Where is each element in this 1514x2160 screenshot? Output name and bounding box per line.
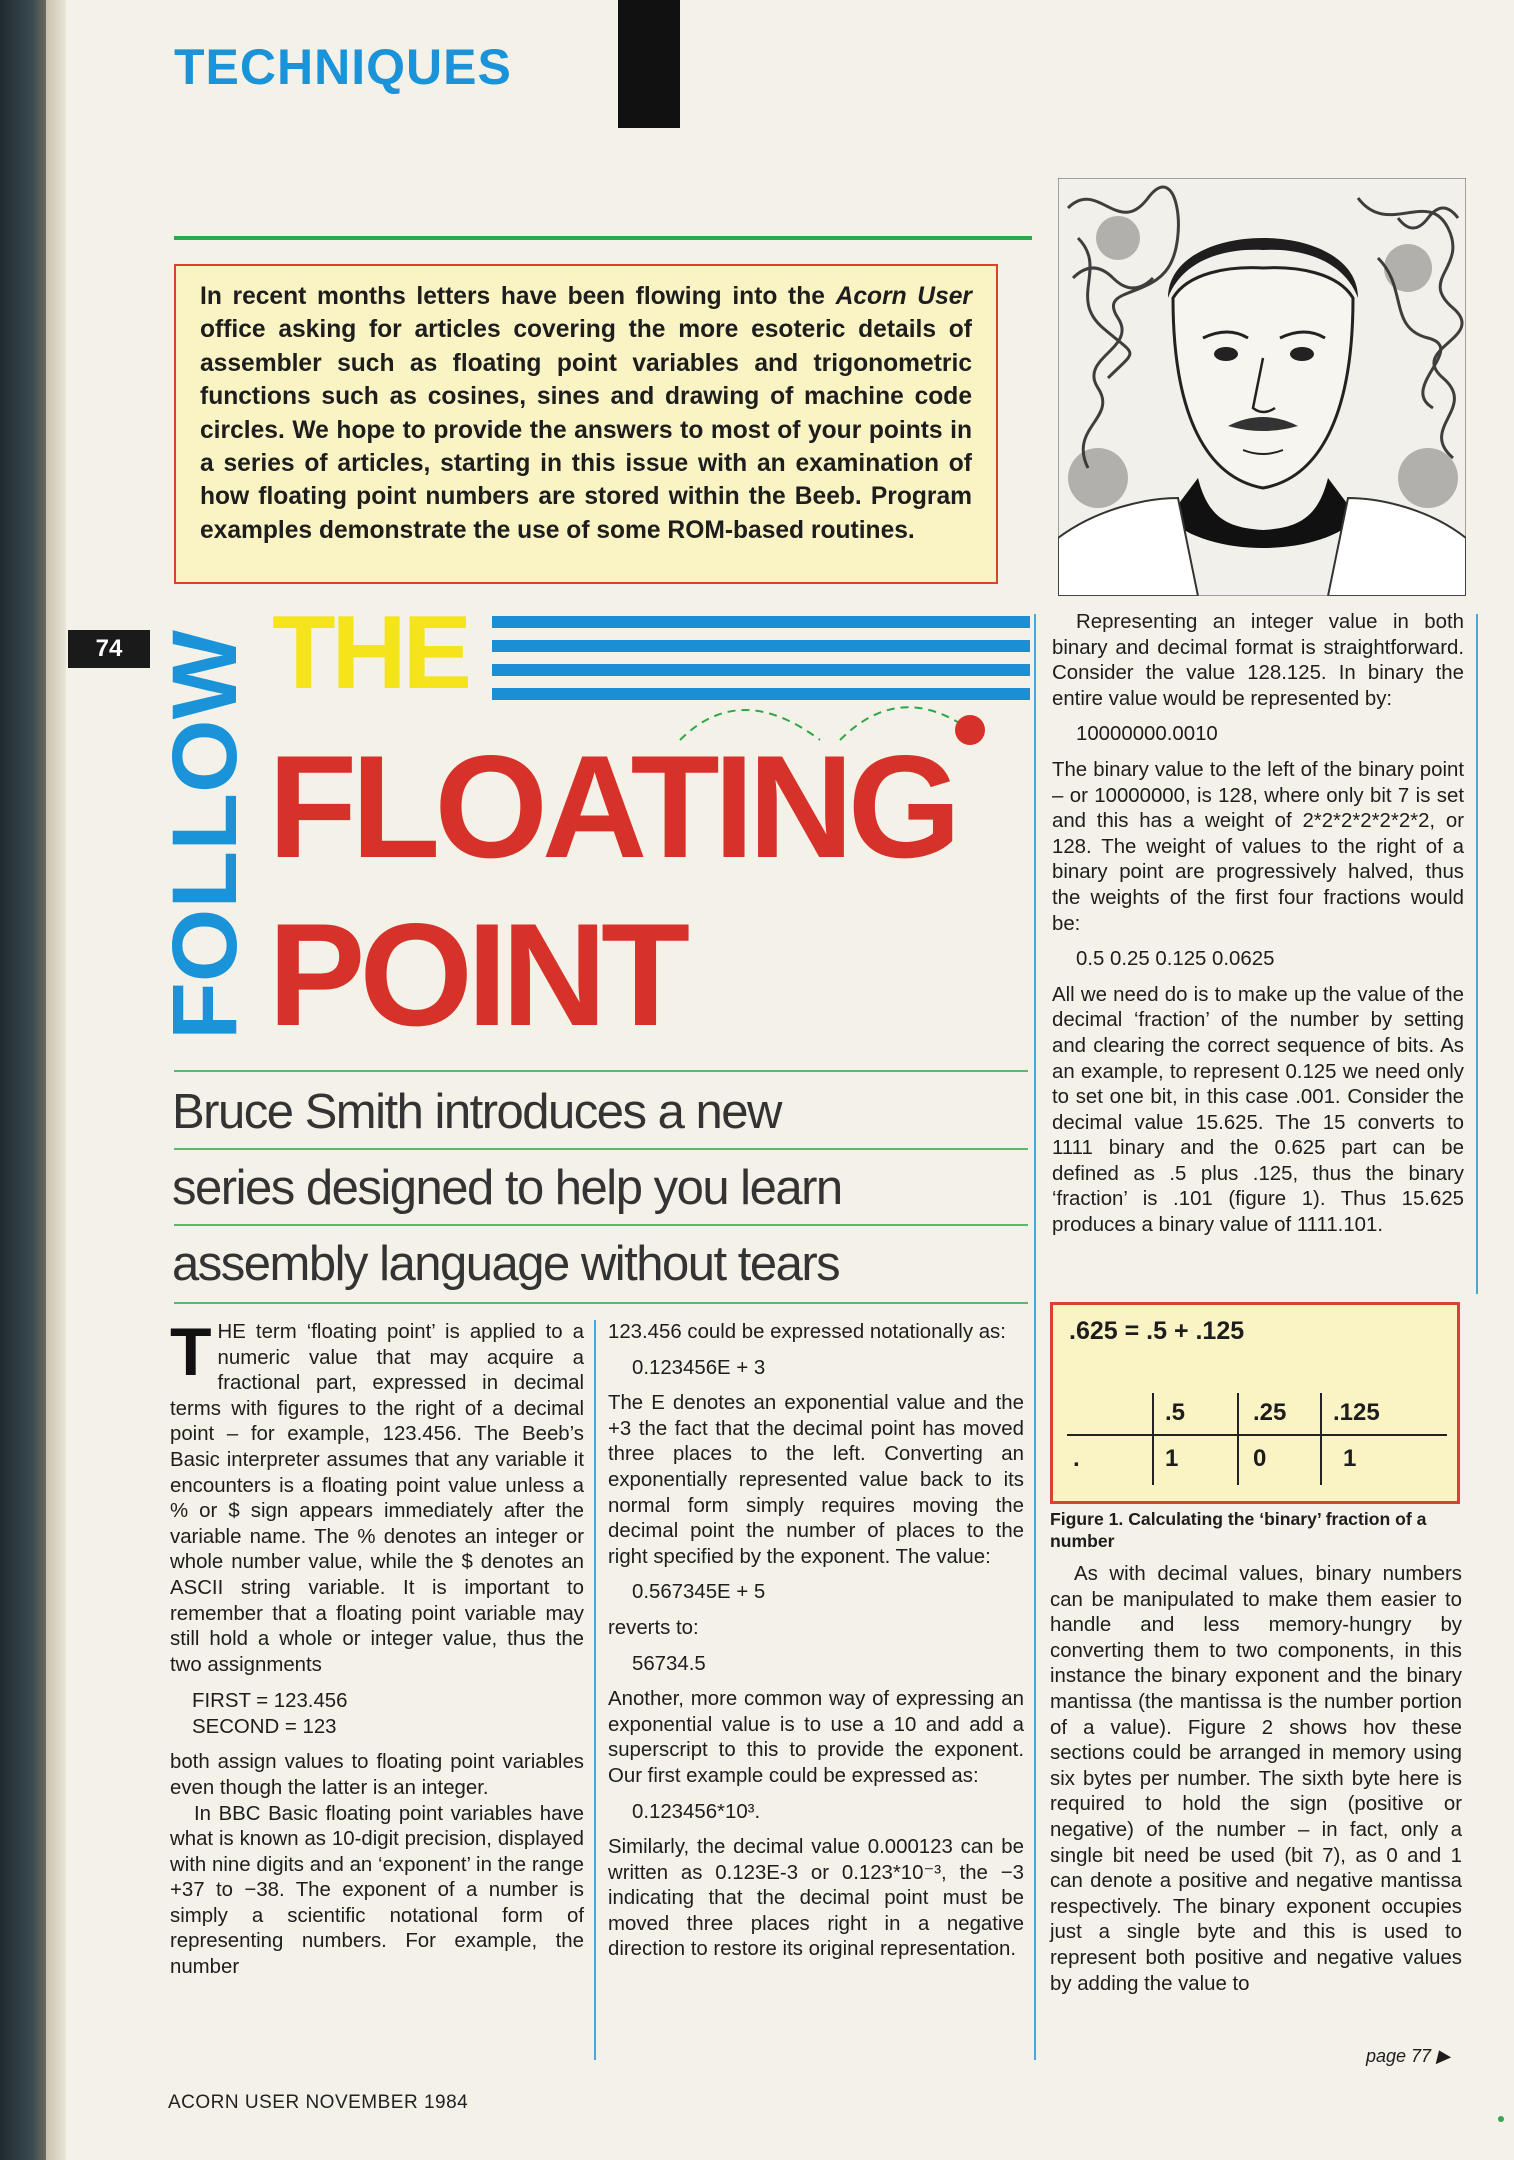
subtitle-line-3: assembly language without tears — [172, 1237, 840, 1291]
column-divider-1 — [594, 1320, 596, 2060]
title-floating: FLOATING — [268, 725, 956, 888]
subtitle-line-2: series designed to help you learn — [172, 1161, 842, 1215]
figure-bit-1: 1 — [1165, 1445, 1179, 1472]
corner-mark — [1498, 2116, 1504, 2122]
figure-bit-3: 1 — [1343, 1445, 1357, 1472]
col2-example-4: 0.123456*10³. — [632, 1800, 761, 1823]
intro-text-start: In recent months letters have been flowing into the — [200, 283, 825, 310]
continued-on-page: page 77 ▶ — [1366, 2046, 1450, 2066]
title-stripe-1 — [492, 616, 1030, 628]
col3-example-1: 10000000.0010 — [1076, 723, 1218, 746]
col2-example-2: 0.567345E + 5 — [632, 1581, 766, 1604]
code-line-2: SECOND = 123 — [192, 1716, 337, 1739]
column-divider-3 — [1476, 614, 1478, 1294]
figure-header-eighth: .125 — [1333, 1399, 1380, 1426]
intro-magazine-name: Acorn User — [835, 283, 972, 310]
page-number: 74 — [68, 630, 150, 668]
column-divider-2 — [1034, 614, 1036, 2060]
subtitle-rule-1 — [174, 1070, 1028, 1072]
col3-para-4: As with decimal values, binary numbers can be manipulated to make them easier to handle and less memory-hungry by converting them to two components, in this instance the binary exponent and the binary mantissa (the mantissa is the number portion of a value). Figure 2 shows hov these sections could be arranged in memory using six bytes per number. The sixth byte here is required to hold the sign (positive or negative) of the number – in fact, only a single bit need be used (bit 7), as 0 and 1 can denote a positive and negative mantissa respectively. The binary exponent occupies just a single byte and this is used to represent both positive and negative values by adding the value to — [1050, 1563, 1462, 1995]
author-portrait — [1058, 178, 1466, 596]
header-black-bar — [618, 0, 680, 128]
col2-para-2: The E denotes an exponential value and the +3 the fact that the decimal point has moved three places to the left. Converting an exponentially represented value back to its normal form simply requires moving the decimal point the number of places to the right specified by the exponent. The value: — [608, 1392, 1024, 1568]
page-footer: ACORN USER NOVEMBER 1984 — [168, 2092, 469, 2113]
col2-example-3: 56734.5 — [632, 1652, 706, 1675]
col1-para-2: both assign values to floating point variables even though the latter is an integer. — [170, 1751, 584, 1799]
figure-1-box — [1050, 1302, 1460, 1504]
subtitle-line-1: Bruce Smith introduces a new — [172, 1085, 781, 1139]
title-stripe-3 — [492, 664, 1030, 676]
col3-para-3: All we need do is to make up the value of the decimal ‘fraction’ of the number by setting and clearing the correct sequence of bits. As an example, to represent 0.125 we need only to set one bit, in this case .001. Consider the decimal value 15.625. The 15 converts to 1111 binary and the 0.625 part can be defined as .5 plus .125, thus the binary ‘fraction’ is .101 (figure 1). Thus 15.625 produces a binary value of 1111.101. — [1052, 983, 1464, 1237]
intro-box — [174, 264, 998, 584]
col3-para-2: The binary value to the left of the binary point – or 10000000, is 128, where only bit 7 is set and this has a weight of 2*2*2*2*2*2*2, or 128. The weight of values to the right of a binary point are progressively halved, thus the weights of the first four fractions would be: — [1052, 758, 1464, 935]
title-the: THE — [272, 595, 468, 711]
col1-code-block — [170, 1688, 584, 1740]
intro-text-end: office asking for articles covering the more esoteric details of assembler such as floating point variables and trigonometric functions such as cosines, sines and drawing of machine code circles. We hope to provide the answers to most of your points in a series of articles, starting in this issue with an examination of how floating point numbers are stored within the Beeb. Program examples demonstrate the use of some ROM-based routines. — [200, 316, 972, 544]
subtitle-rule-3 — [174, 1224, 1028, 1226]
book-spine — [0, 0, 46, 2160]
col2-para-5: Similarly, the decimal value 0.000123 can be written as 0.123E-3 or 0.123*10⁻³, the −3 indicating that the decimal point must be moved three places right in a negative direction to restore its original representation. — [608, 1836, 1024, 1961]
figure-1-caption: Figure 1. Calculating the ‘binary’ fraction of a number — [1050, 1509, 1427, 1551]
subtitle-rule-4 — [174, 1302, 1028, 1304]
col2-para-4: Another, more common way of expressing an exponential value is to use a 10 and add a superscript to this to provide the exponent. Our first example could be expressed as: — [608, 1688, 1024, 1787]
page-gutter — [46, 0, 66, 2160]
code-line-1: FIRST = 123.456 — [192, 1690, 348, 1713]
title-follow — [140, 620, 260, 1050]
section-heading: TECHNIQUES — [174, 39, 512, 95]
figure-1-title: .625 = .5 + .125 — [1069, 1317, 1245, 1345]
figure-binary-point: . — [1073, 1445, 1080, 1472]
article-column-2 — [608, 1320, 1024, 1963]
col2-para-3: reverts to: — [608, 1616, 699, 1639]
article-column-3-bottom — [1050, 1562, 1462, 1997]
col1-para-3: In BBC Basic floating point variables have what is known as 10-digit precision, displayed with nine digits and an ‘exponent’ in the range +37 to −38. The exponent of a number is simply a scientific notational form of representing numbers. For example, the number — [170, 1802, 584, 1979]
header-green-rule — [174, 236, 1032, 240]
title-follow-text: FOLLOW — [154, 641, 256, 1040]
figure-bit-2: 0 — [1253, 1445, 1267, 1472]
col3-para-1: Representing an integer value in both binary and decimal format is straightforward. Consider the value 128.125. In binary the entire value would be represented by: — [1052, 611, 1464, 710]
col2-example-1: 0.123456E + 3 — [632, 1356, 766, 1379]
col1-para-1 — [170, 1314, 584, 1678]
title-point: POINT — [268, 893, 685, 1056]
col3-example-2: 0.5 0.25 0.125 0.0625 — [1076, 948, 1275, 971]
col2-para-1: 123.456 could be expressed notationally as: — [608, 1321, 1006, 1343]
subtitle-rule-2 — [174, 1148, 1028, 1150]
figure-header-half: .5 — [1165, 1399, 1186, 1426]
title-stripe-2 — [492, 640, 1030, 652]
article-column-1 — [170, 1314, 584, 1981]
drop-cap: T — [170, 1314, 212, 1390]
article-column-3-top — [1052, 610, 1464, 1239]
figure-header-quarter: .25 — [1253, 1399, 1287, 1426]
col1-para-1-text: HE term ‘floating point’ is applied to a numeric value that may acquire a fractional part, expressed in decimal terms with figures to the right of a decimal point – for example, 123.456. The Beeb’s Basic interpreter assumes that any variable it encounters is a floating point value unless a % or $ sign appears immediately after the variable name. The % denotes an integer or whole number value, while the $ denotes an ASCII string variable. It is important to remember that a floating point variable may still hold a whole or integer value, thus the two assignments — [170, 1321, 584, 1676]
